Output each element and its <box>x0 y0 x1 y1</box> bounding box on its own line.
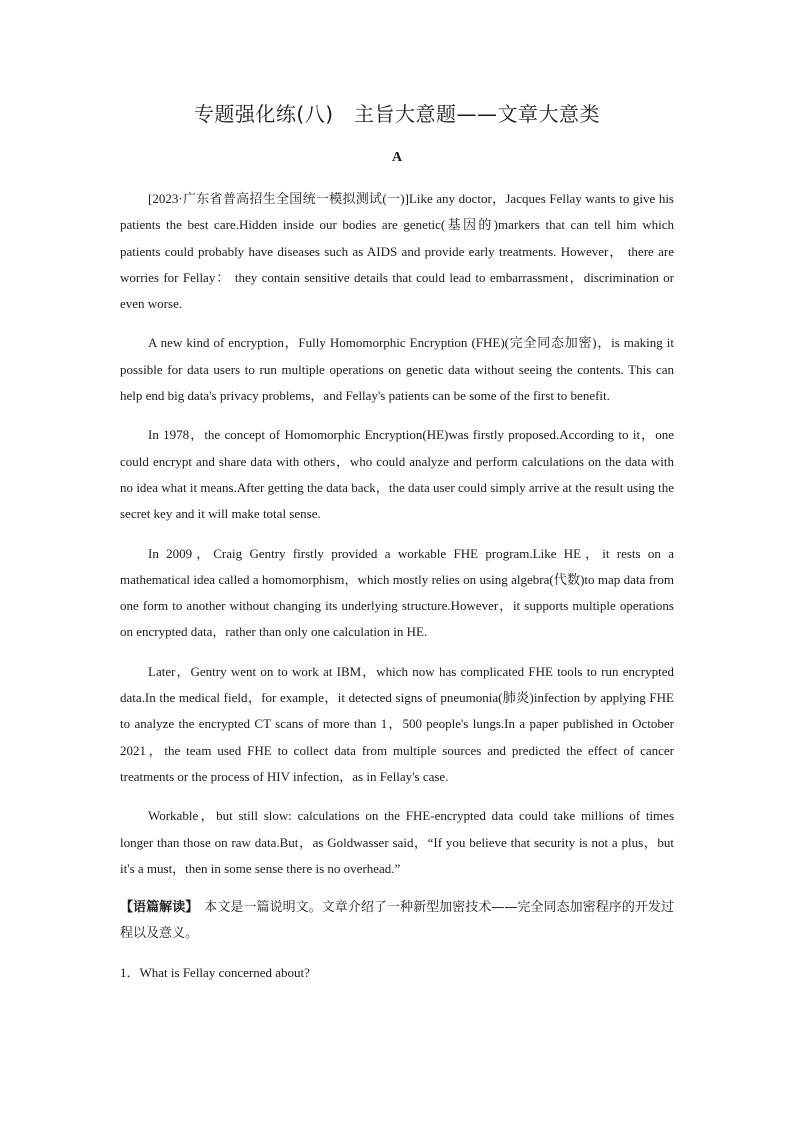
paragraph-4: In 2009，Craig Gentry firstly provided a workable FHE program.Like HE，it rests on a mathematical idea called a homomorphism，which mostly relies on using algebra(代数)to map data from one form to another without changing its underlying structure.However，it supports multiple operations on encrypted data，rather than only one calculation in HE. <box>120 545 674 640</box>
passage-body <box>120 186 674 986</box>
paragraph-6: Workable，but still slow: calculations on the FHE-encrypted data could take millions of times longer than those on raw data.But，as Goldwasser said，“If you believe that security is not a plus，but it's a must，then in some sense there is no overhead.” <box>120 808 674 876</box>
reading-note-tag: 【语篇解读】 <box>120 900 199 916</box>
paragraph-2: A new kind of encryption，Fully Homomorphic Encryption (FHE)(完全同态加密)，is making it possible for data users to run multiple operations on genetic data without seeing the contents. This can help end big data's privacy problems，and Fellay's patients can be some of the first to benefit. <box>120 335 674 404</box>
paragraph-1: [2023·广东省普高招生全国统一模拟测试(一)]Like any doctor，Jacques Fellay wants to give his patients the best care.Hidden inside our bodies are genetic(基因的)markers that can tell him which patients could probably have diseases such as AIDS and provide early treatments. However， there are worries for Fellay： they contain sensitive details that could lead to embarrassment，discrimination or even worse. <box>120 191 674 312</box>
reading-note <box>120 895 674 947</box>
page-title: 专题强化练(八) 主旨大意题——文章大意类 <box>193 102 601 126</box>
reading-note-text: 本文是一篇说明文。文章介绍了一种新型加密技术——完全同态加密程序的开发过程以及意义。 <box>120 900 674 942</box>
question-1: 1．What is Fellay concerned about? <box>120 965 310 981</box>
paragraph-5: Later，Gentry went on to work at IBM，which now has complicated FHE tools to run encrypted data.In the medical field，for example，it detected signs of pneumonia(肺炎)infection by applying FHE to analyze the encrypted CT scans of more than 1，500 people's lungs.In a paper published in October 2021，the team used FHE to collect data from multiple sources and predicted the effect of cancer treatments or the process of HIV infection，as in Fellay's case. <box>120 663 674 784</box>
paragraph-3: In 1978，the concept of Homomorphic Encryption(HE)was firstly proposed.According to it，one could encrypt and share data with others，who could analyze and perform calculations on the data with no idea what it means.After getting the data back，the data user could simply arrive at the result using the secret key and it will make total sense. <box>120 427 674 522</box>
section-label: A <box>391 150 403 165</box>
